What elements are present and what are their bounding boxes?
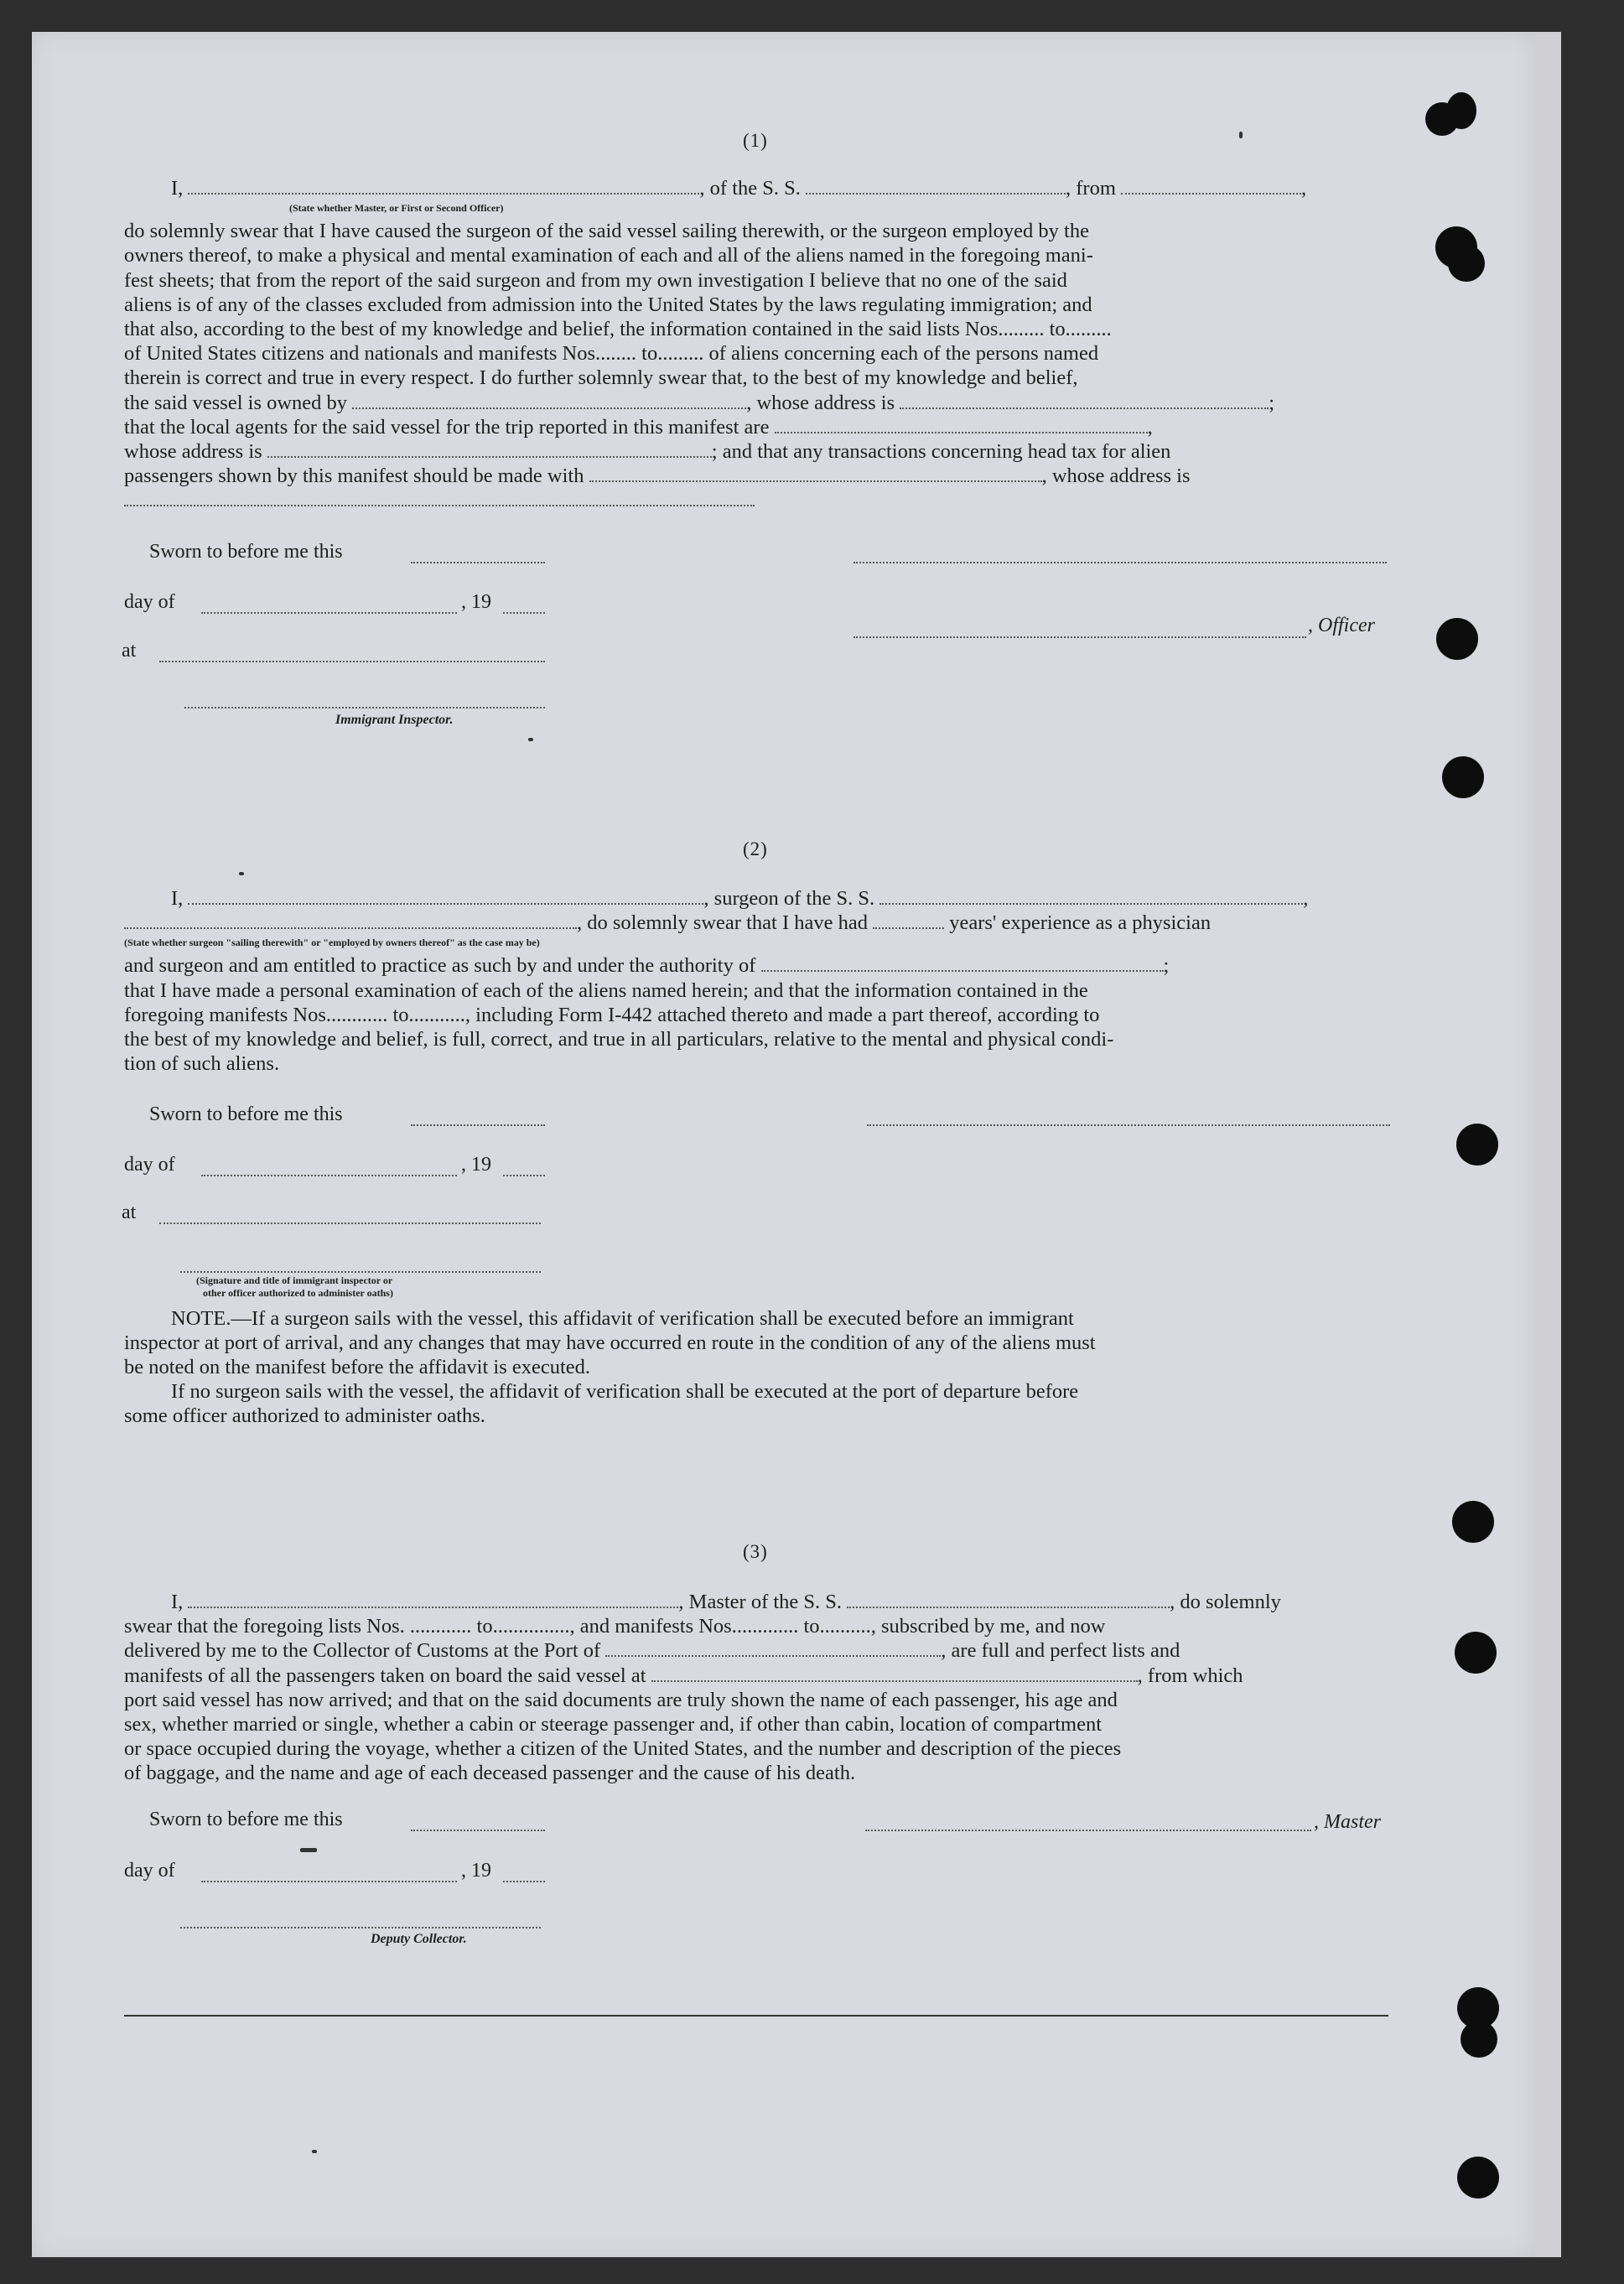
owner-address-label: , whose address is (746, 391, 895, 414)
scan-speck (1239, 132, 1243, 138)
authority-label: and surgeon and am entitled to practice as such by and under the authority of (124, 954, 756, 978)
head-tax-text: ; and that any transactions concerning head tax for alien (711, 440, 1171, 464)
day-month-field[interactable] (201, 1173, 457, 1176)
owner-address-field[interactable] (900, 392, 1269, 409)
oath-i: I, (171, 177, 184, 200)
oath-i: I, (171, 887, 184, 910)
sworn-label: Sworn to before me this (149, 541, 343, 563)
section-2-number: (2) (743, 838, 768, 859)
sworn-date-field[interactable] (411, 1123, 545, 1126)
section-3-oath (124, 1590, 1392, 1786)
scan-speck (528, 738, 533, 741)
from-which-label: , from which (1137, 1664, 1243, 1687)
oath-line: sex, whether married or single, whether a cabin or steerage passenger and, if other than cabin, location of compartment (124, 1713, 1103, 1736)
binder-hole (1455, 1632, 1497, 1674)
note-line: —If a surgeon sails with the vessel, this affidavit of verification shall be executed before an immigrant (231, 1307, 1074, 1330)
year-field[interactable] (503, 1173, 545, 1176)
agents-label: that the local agents for the said vessel for the trip reported in this manifest are (124, 415, 770, 439)
oath-line: foregoing manifests Nos............ to..........., including Form I-442 attached thereto and made a part thereof, according to (124, 1003, 1100, 1026)
section-3-number: (3) (743, 1541, 768, 1562)
oath-line: aliens is of any of the classes excluded from admission into the United States by the laws regulating immigration; and (124, 293, 1092, 316)
note-label: NOTE. (171, 1307, 231, 1330)
binder-hole (1442, 756, 1484, 798)
note-line: be noted on the manifest before the affidavit is executed. (124, 1356, 591, 1378)
ship-name-field[interactable] (806, 178, 1066, 195)
oath-line: owners thereof, to make a physical and mental examination of each and all of the aliens named in the foregoing mani- (124, 244, 1093, 267)
whose-address-label: whose address is (124, 440, 262, 464)
year-field[interactable] (503, 610, 545, 614)
day-month-field[interactable] (201, 610, 457, 614)
punctuation: ; (1269, 391, 1275, 414)
punctuation: , (1301, 177, 1307, 200)
scan-speck (239, 872, 244, 875)
port-field[interactable] (605, 1640, 941, 1657)
ship-name-field[interactable] (847, 1591, 1170, 1608)
surgeon-name-field[interactable] (188, 888, 703, 905)
of-ss-label: , of the S. S. (699, 177, 801, 200)
master-name-field[interactable] (188, 1591, 678, 1608)
solemnly-label: , do solemnly (1170, 1591, 1281, 1613)
binder-hole (1448, 245, 1485, 282)
oath-line: of United States citizens and nationals and manifests Nos........ to......... of aliens concerning each of the persons named (124, 342, 1099, 366)
collector-caption: Deputy Collector. (371, 1932, 467, 1946)
day-of-label: day of (124, 591, 175, 613)
head-tax-agent-field[interactable] (589, 465, 1042, 482)
day-of-label: day of (124, 1154, 175, 1176)
scan-speck (312, 2150, 317, 2153)
note-line: inspector at port of arrival, and any changes that may have occurred en route in the condition of any of the aliens must (124, 1331, 1096, 1354)
surgeon-of-label: , surgeon of the S. S. (703, 887, 875, 910)
whose-address-label: , whose address is (1041, 465, 1191, 488)
inspector-signature-field[interactable] (180, 1269, 541, 1273)
binder-hole (1461, 2021, 1497, 2058)
at-place-field[interactable] (159, 1221, 541, 1224)
officer-title-caption: (State whether Master, or First or Second Officer) (289, 202, 504, 214)
head-tax-address-field[interactable] (124, 490, 755, 506)
oath-line: tion of such aliens. (124, 1052, 280, 1076)
officer-name-field[interactable] (854, 635, 1306, 638)
binder-hole (1446, 92, 1476, 129)
at-label: at (122, 1202, 137, 1223)
boarded-label: manifests of all the passengers taken on board the said vessel at (124, 1664, 646, 1687)
officer-title-field[interactable] (188, 178, 699, 195)
years-label: , do solemnly swear that I have had (577, 911, 868, 935)
at-place-field[interactable] (159, 659, 545, 662)
sworn-date-field[interactable] (411, 1828, 545, 1831)
year-field[interactable] (503, 1879, 545, 1882)
passengers-label: passengers shown by this manifest should be made with (124, 465, 584, 488)
section-2-oath (124, 886, 1392, 1076)
note-line: some officer authorized to administer oaths. (124, 1404, 485, 1427)
agents-field[interactable] (775, 417, 1148, 433)
port-label: delivered by me to the Collector of Customs at the Port of (124, 1639, 601, 1663)
section-1-number: (1) (743, 130, 768, 151)
owned-label: the said vessel is owned by (124, 391, 348, 414)
year-label: , 19 (461, 1860, 491, 1882)
day-month-field[interactable] (201, 1879, 457, 1882)
ship-name-field[interactable] (879, 888, 1303, 905)
from-port-field[interactable] (1121, 178, 1301, 195)
year-label: , 19 (461, 1154, 491, 1176)
oath-line: of baggage, and the name and age of each deceased passenger and the cause of his death. (124, 1762, 856, 1785)
surgeon-signature-field[interactable] (867, 1123, 1390, 1126)
punctuation: ; (1163, 954, 1170, 978)
binder-hole (1456, 1124, 1498, 1165)
oath-line: that I have made a personal examination of each of the aliens named herein; and that the information contained in the (124, 978, 1088, 1002)
punctuation: , (1303, 887, 1309, 910)
oath-line: do solemnly swear that I have caused the surgeon of the said vessel sailing therewith, or the surgeon employed by the (124, 220, 1089, 243)
owner-field[interactable] (352, 392, 746, 409)
oath-line: that also, according to the best of my knowledge and belief, the information contained in the said lists Nos......... to......... (124, 318, 1112, 341)
oath-line: fest sheets; that from the report of the said surgeon and from my own investigation I believe that no one of the said (124, 268, 1067, 292)
years-field[interactable] (873, 912, 944, 929)
note-line: If no surgeon sails with the vessel, the affidavit of verification shall be executed at the port of departure before (171, 1380, 1079, 1403)
binder-hole (1457, 2157, 1499, 2198)
oath-line: the best of my knowledge and belief, is full, correct, and true in all particulars, relative to the mental and physical condi- (124, 1028, 1114, 1051)
inspector-caption-line1: (Signature and title of immigrant inspector or (196, 1274, 393, 1286)
authority-field[interactable] (761, 955, 1164, 972)
oath-line: swear that the foregoing lists Nos. ............ to..............., and manifests Nos............. to.........., subscribed by me, and now (124, 1615, 1106, 1638)
punctuation: , (1147, 415, 1153, 439)
surgeon-status-caption: (State whether surgeon "sailing therewith" or "employed by owners thereof" as the case may be) (124, 937, 540, 948)
year-label: , 19 (461, 591, 491, 613)
inspector-signature-field[interactable] (184, 705, 545, 709)
page-edge (1534, 32, 1561, 2257)
sworn-label: Sworn to before me this (149, 1809, 343, 1830)
departure-port-field[interactable] (651, 1665, 1138, 1682)
oath-i: I, (171, 1591, 184, 1613)
officer-label: , Officer (1308, 615, 1375, 636)
officer-signature-field[interactable] (854, 560, 1387, 563)
oath-line: port said vessel has now arrived; and that on the said documents are truly shown the name of each passenger, his age and (124, 1688, 1118, 1711)
agents-address-field[interactable] (267, 441, 712, 458)
sworn-date-field[interactable] (411, 560, 545, 563)
day-of-label: day of (124, 1860, 175, 1882)
inspector-caption-line2: other officer authorized to administer oaths) (203, 1287, 393, 1299)
master-label: , Master (1314, 1811, 1381, 1833)
collector-signature-field[interactable] (180, 1925, 541, 1928)
master-of-label: , Master of the S. S. (678, 1591, 843, 1613)
surgeon-status-field[interactable] (124, 912, 577, 929)
note-block (124, 1306, 1392, 1428)
full-perfect-label: , are full and perfect lists and (941, 1639, 1180, 1663)
binder-hole (1452, 1501, 1494, 1543)
master-signature-field[interactable] (865, 1828, 1311, 1831)
oath-line: or space occupied during the voyage, whether a citizen of the United States, and the number and description of the pieces (124, 1737, 1122, 1761)
oath-line: therein is correct and true in every respect. I do further solemnly swear that, to the best of my knowledge and belief, (124, 366, 1078, 390)
at-label: at (122, 640, 137, 662)
inspector-caption: Immigrant Inspector. (335, 713, 454, 727)
section-1-oath (124, 176, 1392, 513)
physician-label: years' experience as a physician (949, 911, 1212, 935)
bottom-rule (124, 2015, 1388, 2017)
from-label: , from (1066, 177, 1116, 200)
scan-speck (300, 1848, 317, 1852)
binder-hole (1436, 618, 1478, 660)
sworn-label: Sworn to before me this (149, 1103, 343, 1125)
